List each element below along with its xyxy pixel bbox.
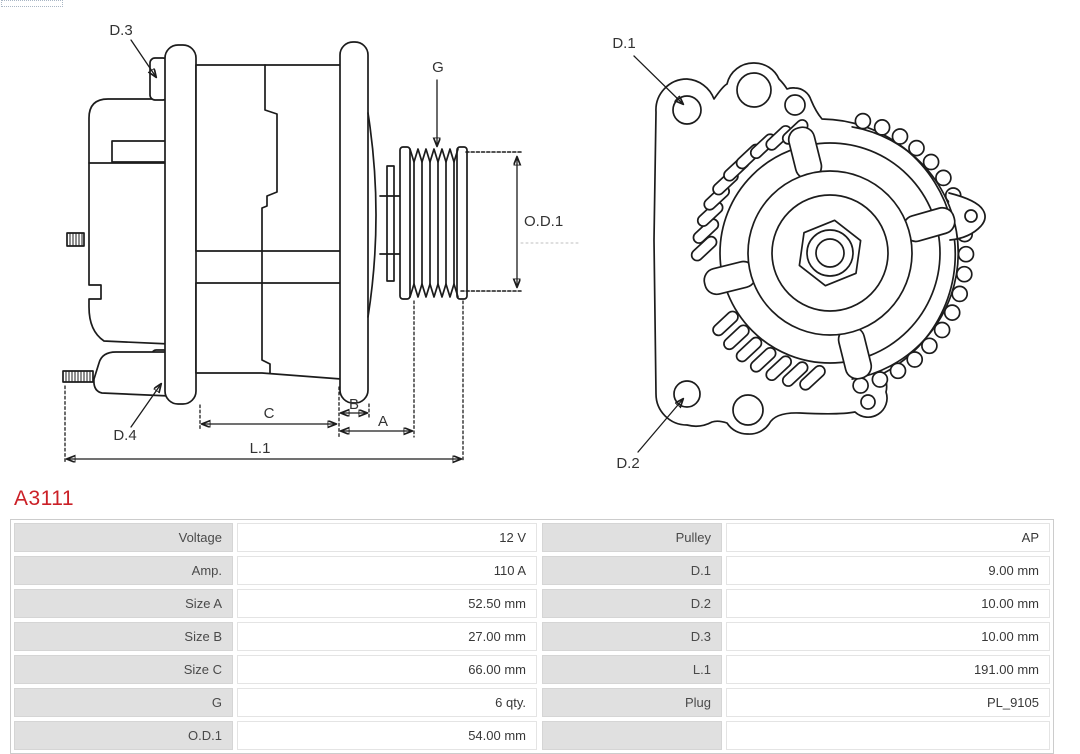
label-od1: O.D.1 [524, 213, 564, 230]
label-d3: D.3 [109, 22, 133, 39]
table-row [542, 556, 1050, 585]
table-row [542, 589, 1050, 618]
spec-value-cell: 66.00 mm [237, 655, 537, 684]
front-view [612, 35, 985, 472]
spec-label-cell: Plug [542, 688, 722, 717]
pulley [400, 147, 467, 299]
label-dim-c: C [263, 405, 275, 422]
label-d2: D.2 [616, 455, 640, 472]
spec-value-cell: 10.00 mm [726, 589, 1050, 618]
spec-label-cell: D.2 [542, 589, 722, 618]
table-row [542, 688, 1050, 717]
spec-label-cell: Pulley [542, 523, 722, 552]
shaft-bore [816, 239, 844, 267]
hole-d1 [673, 96, 701, 124]
spec-label-cell: Size C [14, 655, 233, 684]
spec-section [0, 478, 1080, 754]
label-dim-b: B [348, 396, 360, 413]
rear-cover [89, 99, 170, 344]
table-row [542, 655, 1050, 684]
spec-value-cell: 54.00 mm [237, 721, 537, 750]
connector-recess [112, 141, 170, 162]
fan-curve [368, 113, 376, 317]
spec-label-cell: Size B [14, 622, 233, 651]
spec-value-cell: 191.00 mm [726, 655, 1050, 684]
stator-upper [196, 65, 341, 251]
spec-value-cell [726, 721, 1050, 750]
label-d1: D.1 [612, 35, 636, 52]
table-row [542, 523, 1050, 552]
spec-value-cell: 12 V [237, 523, 537, 552]
label-d4: D.4 [113, 427, 137, 444]
table-row [542, 721, 1050, 750]
spec-label-cell: D.3 [542, 622, 722, 651]
mounting-lug-d4 [94, 352, 170, 396]
table-row [14, 655, 537, 684]
spec-table-right [542, 523, 1050, 750]
table-row [14, 688, 537, 717]
spec-table-left [14, 523, 537, 750]
spec-value-cell: 27.00 mm [237, 622, 537, 651]
spec-label-cell: Size A [14, 589, 233, 618]
spec-value-cell: 52.50 mm [237, 589, 537, 618]
part-number: A3111 [14, 487, 75, 510]
table-row [14, 523, 537, 552]
table-row [14, 589, 537, 618]
stator-lower [196, 283, 341, 379]
table-row [542, 622, 1050, 651]
spec-label-cell: G [14, 688, 233, 717]
hole-d2 [674, 381, 700, 407]
spec-value-cell: 9.00 mm [726, 556, 1050, 585]
spec-value-cell: AP [726, 523, 1050, 552]
spec-value-cell: 6 qty. [237, 688, 537, 717]
label-g: G [432, 59, 444, 76]
spec-label-cell: O.D.1 [14, 721, 233, 750]
table-row [14, 721, 537, 750]
front-bracket [340, 42, 368, 403]
label-l1: L.1 [249, 440, 271, 457]
label-dim-a: A [377, 413, 389, 430]
table-row [14, 622, 537, 651]
spec-table [10, 519, 1054, 754]
spec-label-cell: Amp. [14, 556, 233, 585]
spec-label-cell: Voltage [14, 523, 233, 552]
shaft-washer [387, 166, 394, 281]
side-view [63, 22, 579, 462]
spec-value-cell: 10.00 mm [726, 622, 1050, 651]
spec-value-cell: 110 A [237, 556, 537, 585]
table-row [14, 556, 537, 585]
spec-label-cell: L.1 [542, 655, 722, 684]
spec-value-cell: PL_9105 [726, 688, 1050, 717]
spec-label-cell: D.1 [542, 556, 722, 585]
rear-bracket [165, 45, 196, 404]
spec-label-cell [542, 721, 722, 750]
